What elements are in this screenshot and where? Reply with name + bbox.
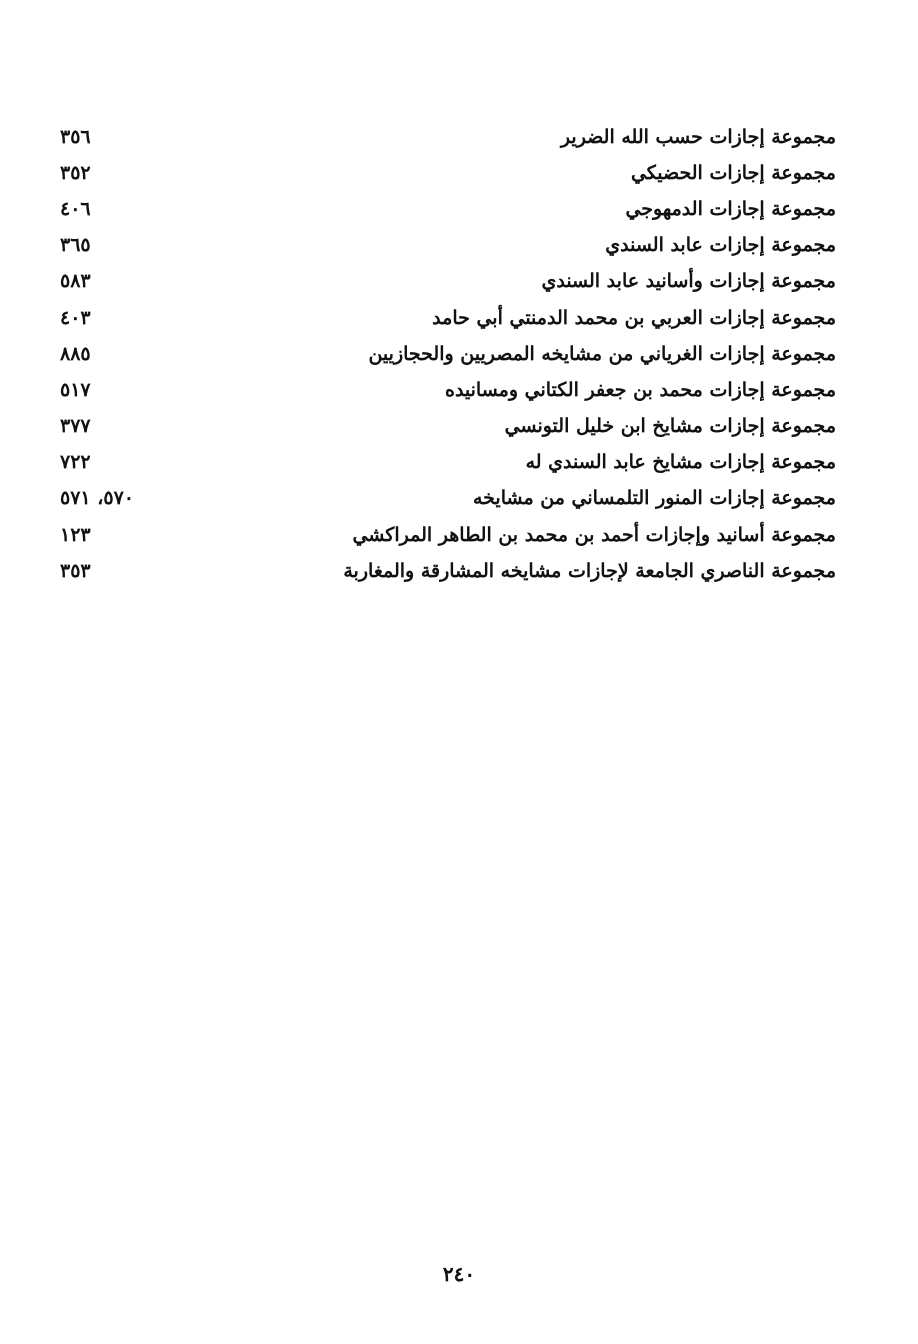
entry-page-numbers: ٥٧٠، ٥٧١ xyxy=(60,487,134,510)
index-entry xyxy=(60,264,836,300)
entry-page-numbers: ٣٥٦ xyxy=(60,125,91,148)
entry-title: مجموعة إجازات وأسانيد عابد السندي xyxy=(541,270,836,293)
entry-page-numbers: ٣٥٢ xyxy=(60,161,91,184)
entry-page-numbers: ٣٧٧ xyxy=(60,415,91,438)
index-entry xyxy=(60,372,836,408)
index-entry xyxy=(60,445,836,481)
index-entry xyxy=(60,336,836,372)
entry-title: مجموعة الناصري الجامعة لإجازات مشايخه المشارقة والمغاربة xyxy=(343,559,836,582)
entry-page-numbers: ١٢٣ xyxy=(60,523,91,546)
index-entry xyxy=(60,553,836,589)
entry-page-numbers: ٣٦٥ xyxy=(60,234,91,257)
entry-page-numbers: ٣٥٣ xyxy=(60,559,91,582)
entry-title: مجموعة إجازات المنور التلمساني من مشايخه xyxy=(472,487,836,510)
index-list xyxy=(60,119,836,589)
entry-title: مجموعة إجازات مشايخ عابد السندي له xyxy=(525,451,836,474)
entry-page-numbers: ٥٨٣ xyxy=(60,270,91,293)
index-entry xyxy=(60,517,836,553)
entry-title: مجموعة إجازات الحضيكي xyxy=(630,161,836,184)
index-entry xyxy=(60,409,836,445)
entry-title: مجموعة إجازات مشايخ ابن خليل التونسي xyxy=(504,415,836,438)
entry-title: مجموعة إجازات عابد السندي xyxy=(605,234,836,257)
entry-title: مجموعة إجازات الغرياني من مشايخه المصريين والحجازيين xyxy=(368,342,836,365)
index-entry xyxy=(60,300,836,336)
index-entry xyxy=(60,481,836,517)
page-number: ٢٤٠ xyxy=(442,1262,476,1286)
entry-page-numbers: ٤٠٣ xyxy=(60,306,91,329)
entry-title: مجموعة إجازات محمد بن جعفر الكتاني ومسانيده xyxy=(444,378,836,401)
entry-title: مجموعة أسانيد وإجازات أحمد بن محمد بن الطاهر المراكشي xyxy=(352,523,836,546)
entry-title: مجموعة إجازات العربي بن محمد الدمنتي أبي حامد xyxy=(432,306,836,329)
index-entry xyxy=(60,155,836,191)
entry-page-numbers: ٤٠٦ xyxy=(60,197,91,220)
entry-page-numbers: ٨٨٥ xyxy=(60,342,91,365)
index-entry xyxy=(60,228,836,264)
entry-title: مجموعة إجازات الدمهوجي xyxy=(625,197,836,220)
index-entry xyxy=(60,119,836,155)
entry-page-numbers: ٧٢٢ xyxy=(60,451,91,474)
index-entry xyxy=(60,191,836,227)
entry-page-numbers: ٥١٧ xyxy=(60,378,91,401)
entry-title: مجموعة إجازات حسب الله الضرير xyxy=(560,125,836,148)
